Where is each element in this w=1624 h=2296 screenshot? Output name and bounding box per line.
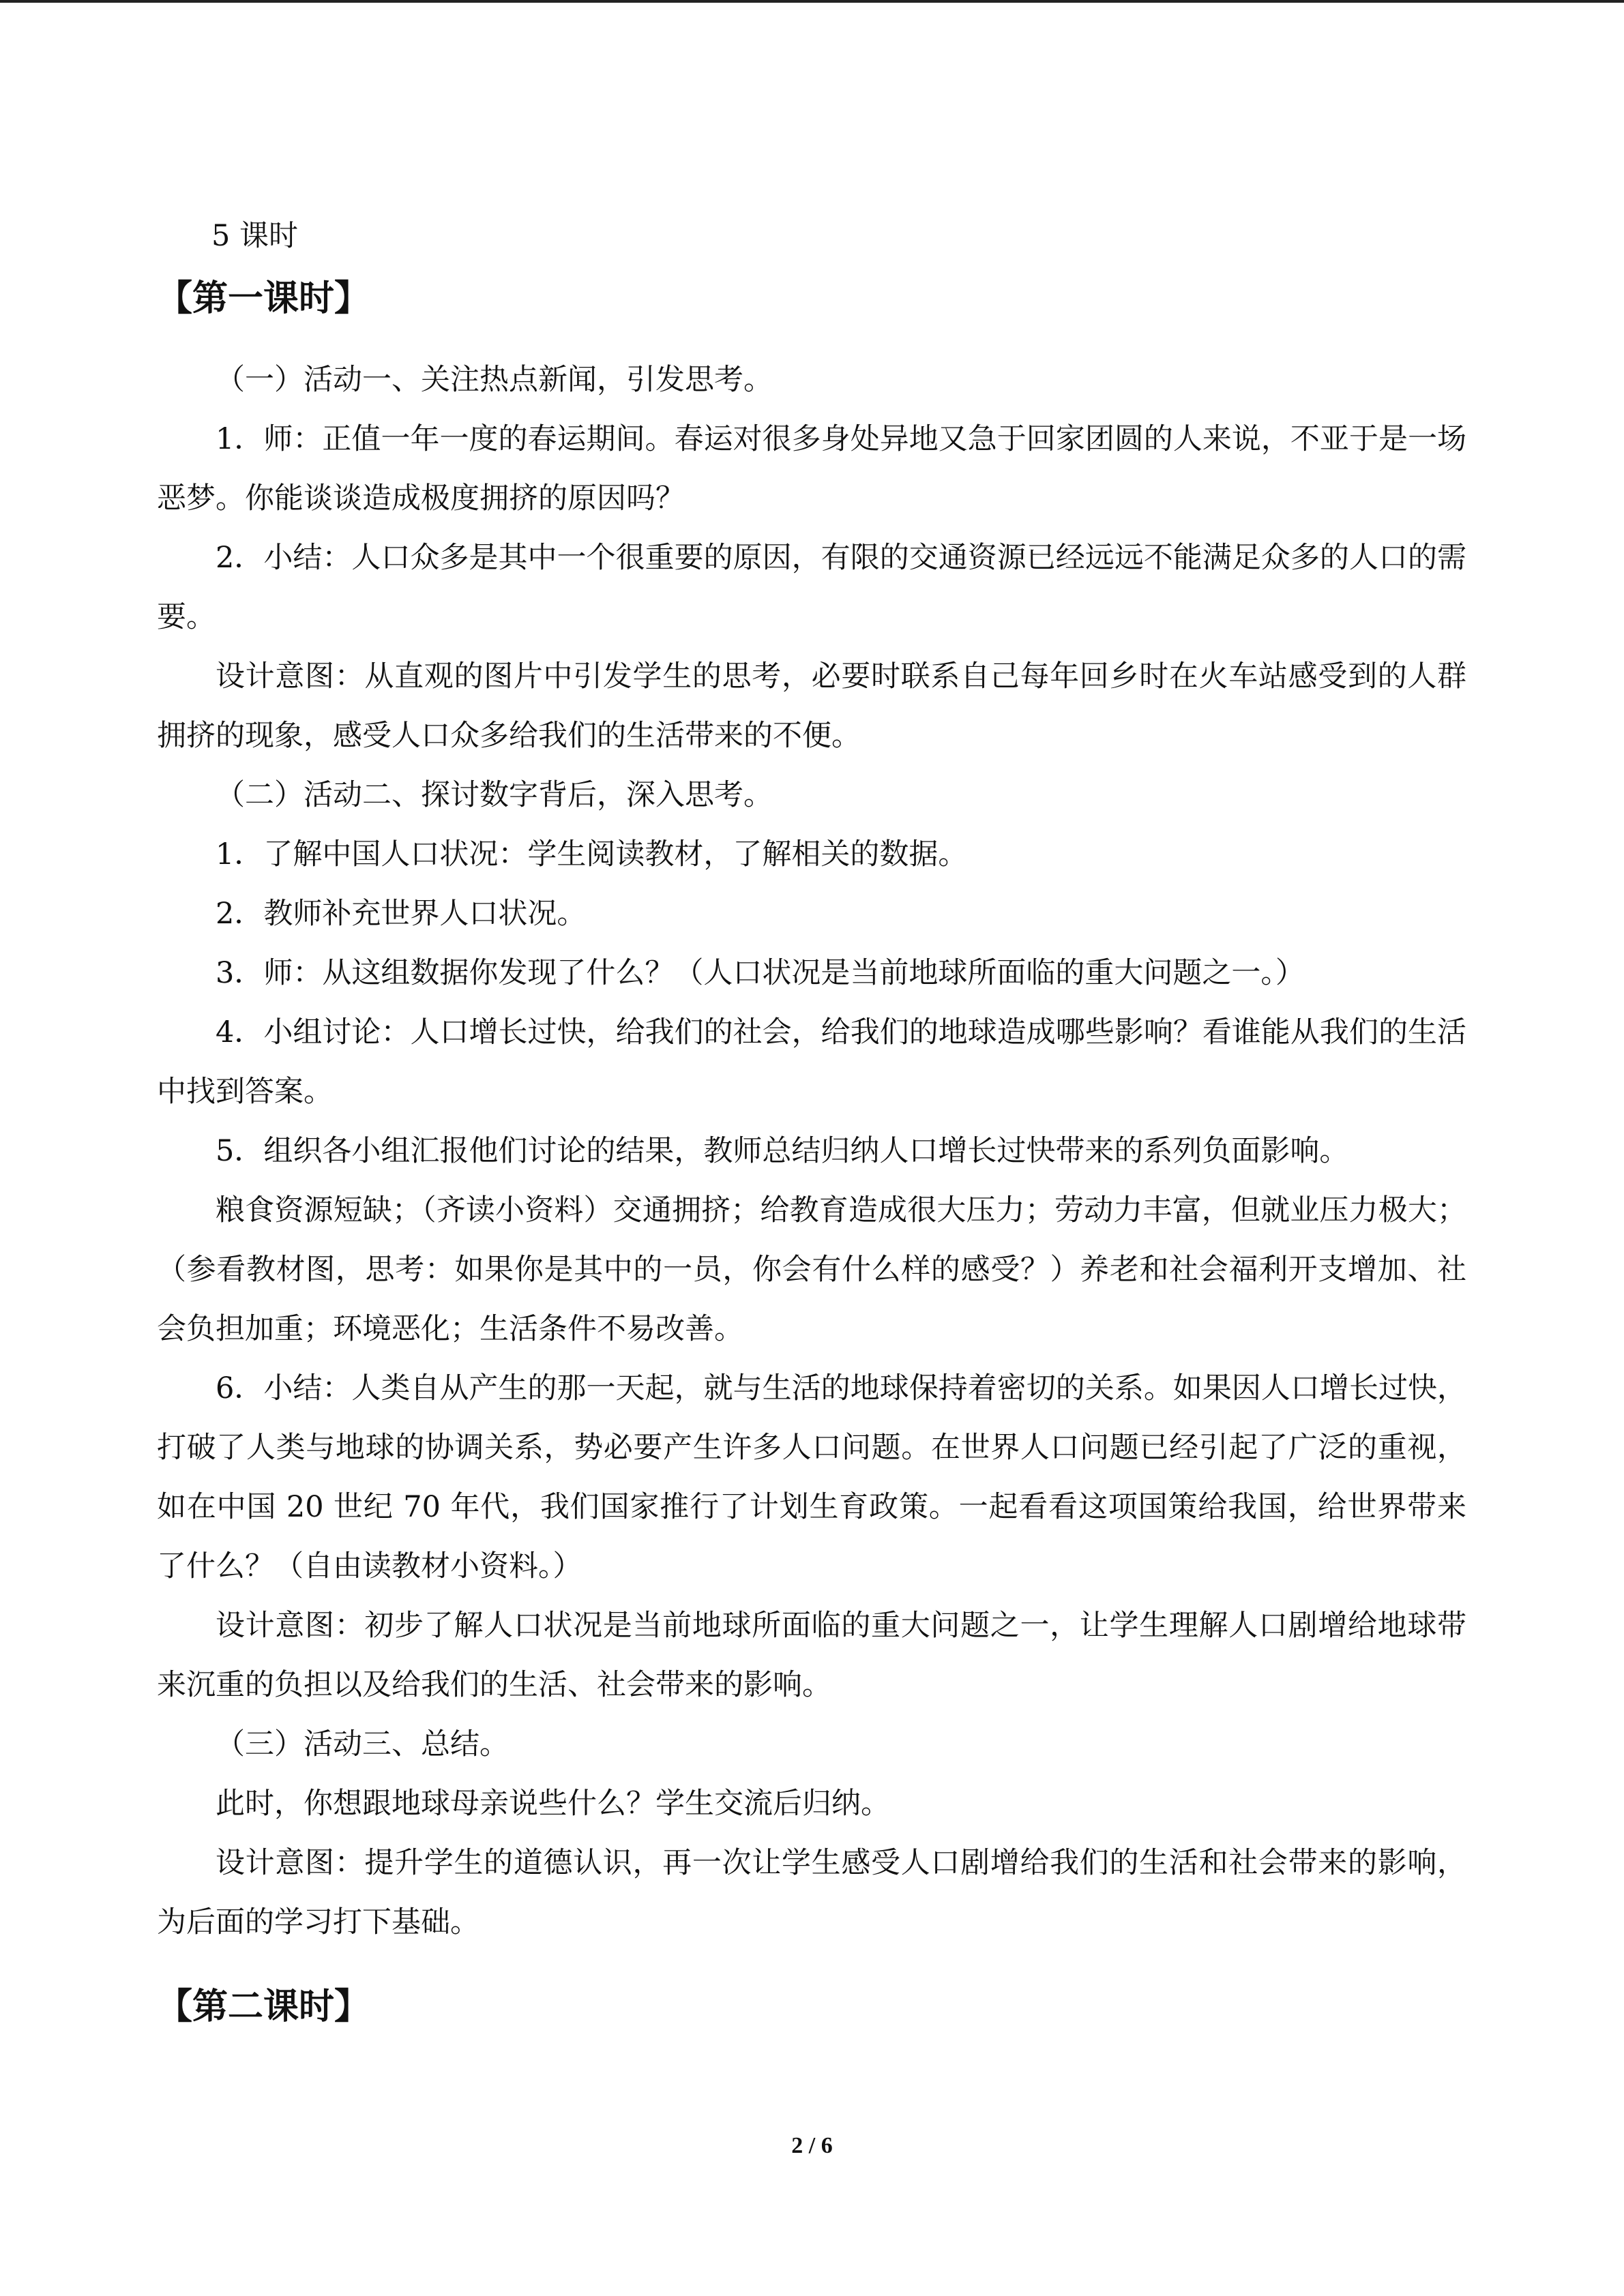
paragraph: 1．师：正值一年一度的春运期间。春运对很多身处异地又急于回家团圆的人来说，不亚于是一场恶梦。你能谈谈造成极度拥挤的原因吗？ (157, 422, 1466, 516)
paragraph: 1．了解中国人口状况：学生阅读教材，了解相关的数据。 (216, 837, 968, 871)
document-body (157, 210, 1466, 2034)
paragraph: 此时，你想跟地球母亲说些什么？学生交流后归纳。 (216, 1787, 890, 1821)
paragraph: 设计意图：初步了解人口状况是当前地球所面临的重大问题之一，让学生理解人口剧增给地球带来沉重的负担以及给我们的生活、社会带来的影响。 (157, 1609, 1466, 1702)
paragraph: （一）活动一、关注热点新闻，引发思考。 (216, 363, 773, 397)
paragraph: 粮食资源短缺；（齐读小资料）交通拥挤；给教育造成很大压力；劳动力丰富，但就业压力极大；（参看教材图，思考：如果你是其中的一员，你会有什么样的感受？）养老和社会福利开支增加、社会负担加重；环境恶化；生活条件不易改善。 (157, 1193, 1466, 1346)
paragraph: （二）活动二、探讨数字背后，深入思考。 (216, 778, 773, 812)
lesson-2-heading: 【第二课时】 (157, 1986, 370, 2027)
paragraph: 设计意图：提升学生的道德认识，再一次让学生感受人口剧增给我们的生活和社会带来的影响，为后面的学习打下基础。 (157, 1846, 1466, 1939)
page-top-border (0, 0, 1624, 3)
class-hours: 5 课时 (211, 219, 299, 253)
paragraph: 4．小组讨论：人口增长过快，给我们的社会，给我们的地球造成哪些影响？看谁能从我们的生活中找到答案。 (157, 1015, 1466, 1109)
paragraph: 6．小结：人类自从产生的那一天起，就与生活的地球保持着密切的关系。如果因人口增长过快，打破了人类与地球的协调关系，势必要产生许多人口问题。在世界人口问题已经引起了广泛的重视，如在中国 20 世纪 70 年代，我们国家推行了计划生育政策。一起看看这项国策给我国，给世界带来了什么？（自由读教材小资料。） (157, 1371, 1466, 1583)
paragraph: （三）活动三、总结。 (216, 1727, 509, 1761)
lesson-1-heading: 【第一课时】 (157, 278, 370, 319)
page-number: 2 / 6 (791, 2133, 833, 2158)
paragraph: 设计意图：从直观的图片中引发学生的思考，必要时联系自己每年回乡时在火车站感受到的人群拥挤的现象，感受人口众多给我们的生活带来的不便。 (157, 659, 1466, 753)
paragraph: 5．组织各小组汇报他们讨论的结果，教师总结归纳人口增长过快带来的系列负面影响。 (216, 1134, 1349, 1168)
paragraph: 2．小结：人口众多是其中一个很重要的原因，有限的交通资源已经远远不能满足众多的人口的需要。 (157, 541, 1466, 634)
paragraph: 2．教师补充世界人口状况。 (216, 897, 587, 931)
paragraph: 3．师：从这组数据你发现了什么？（人口状况是当前地球所面临的重大问题之一。） (216, 956, 1305, 990)
